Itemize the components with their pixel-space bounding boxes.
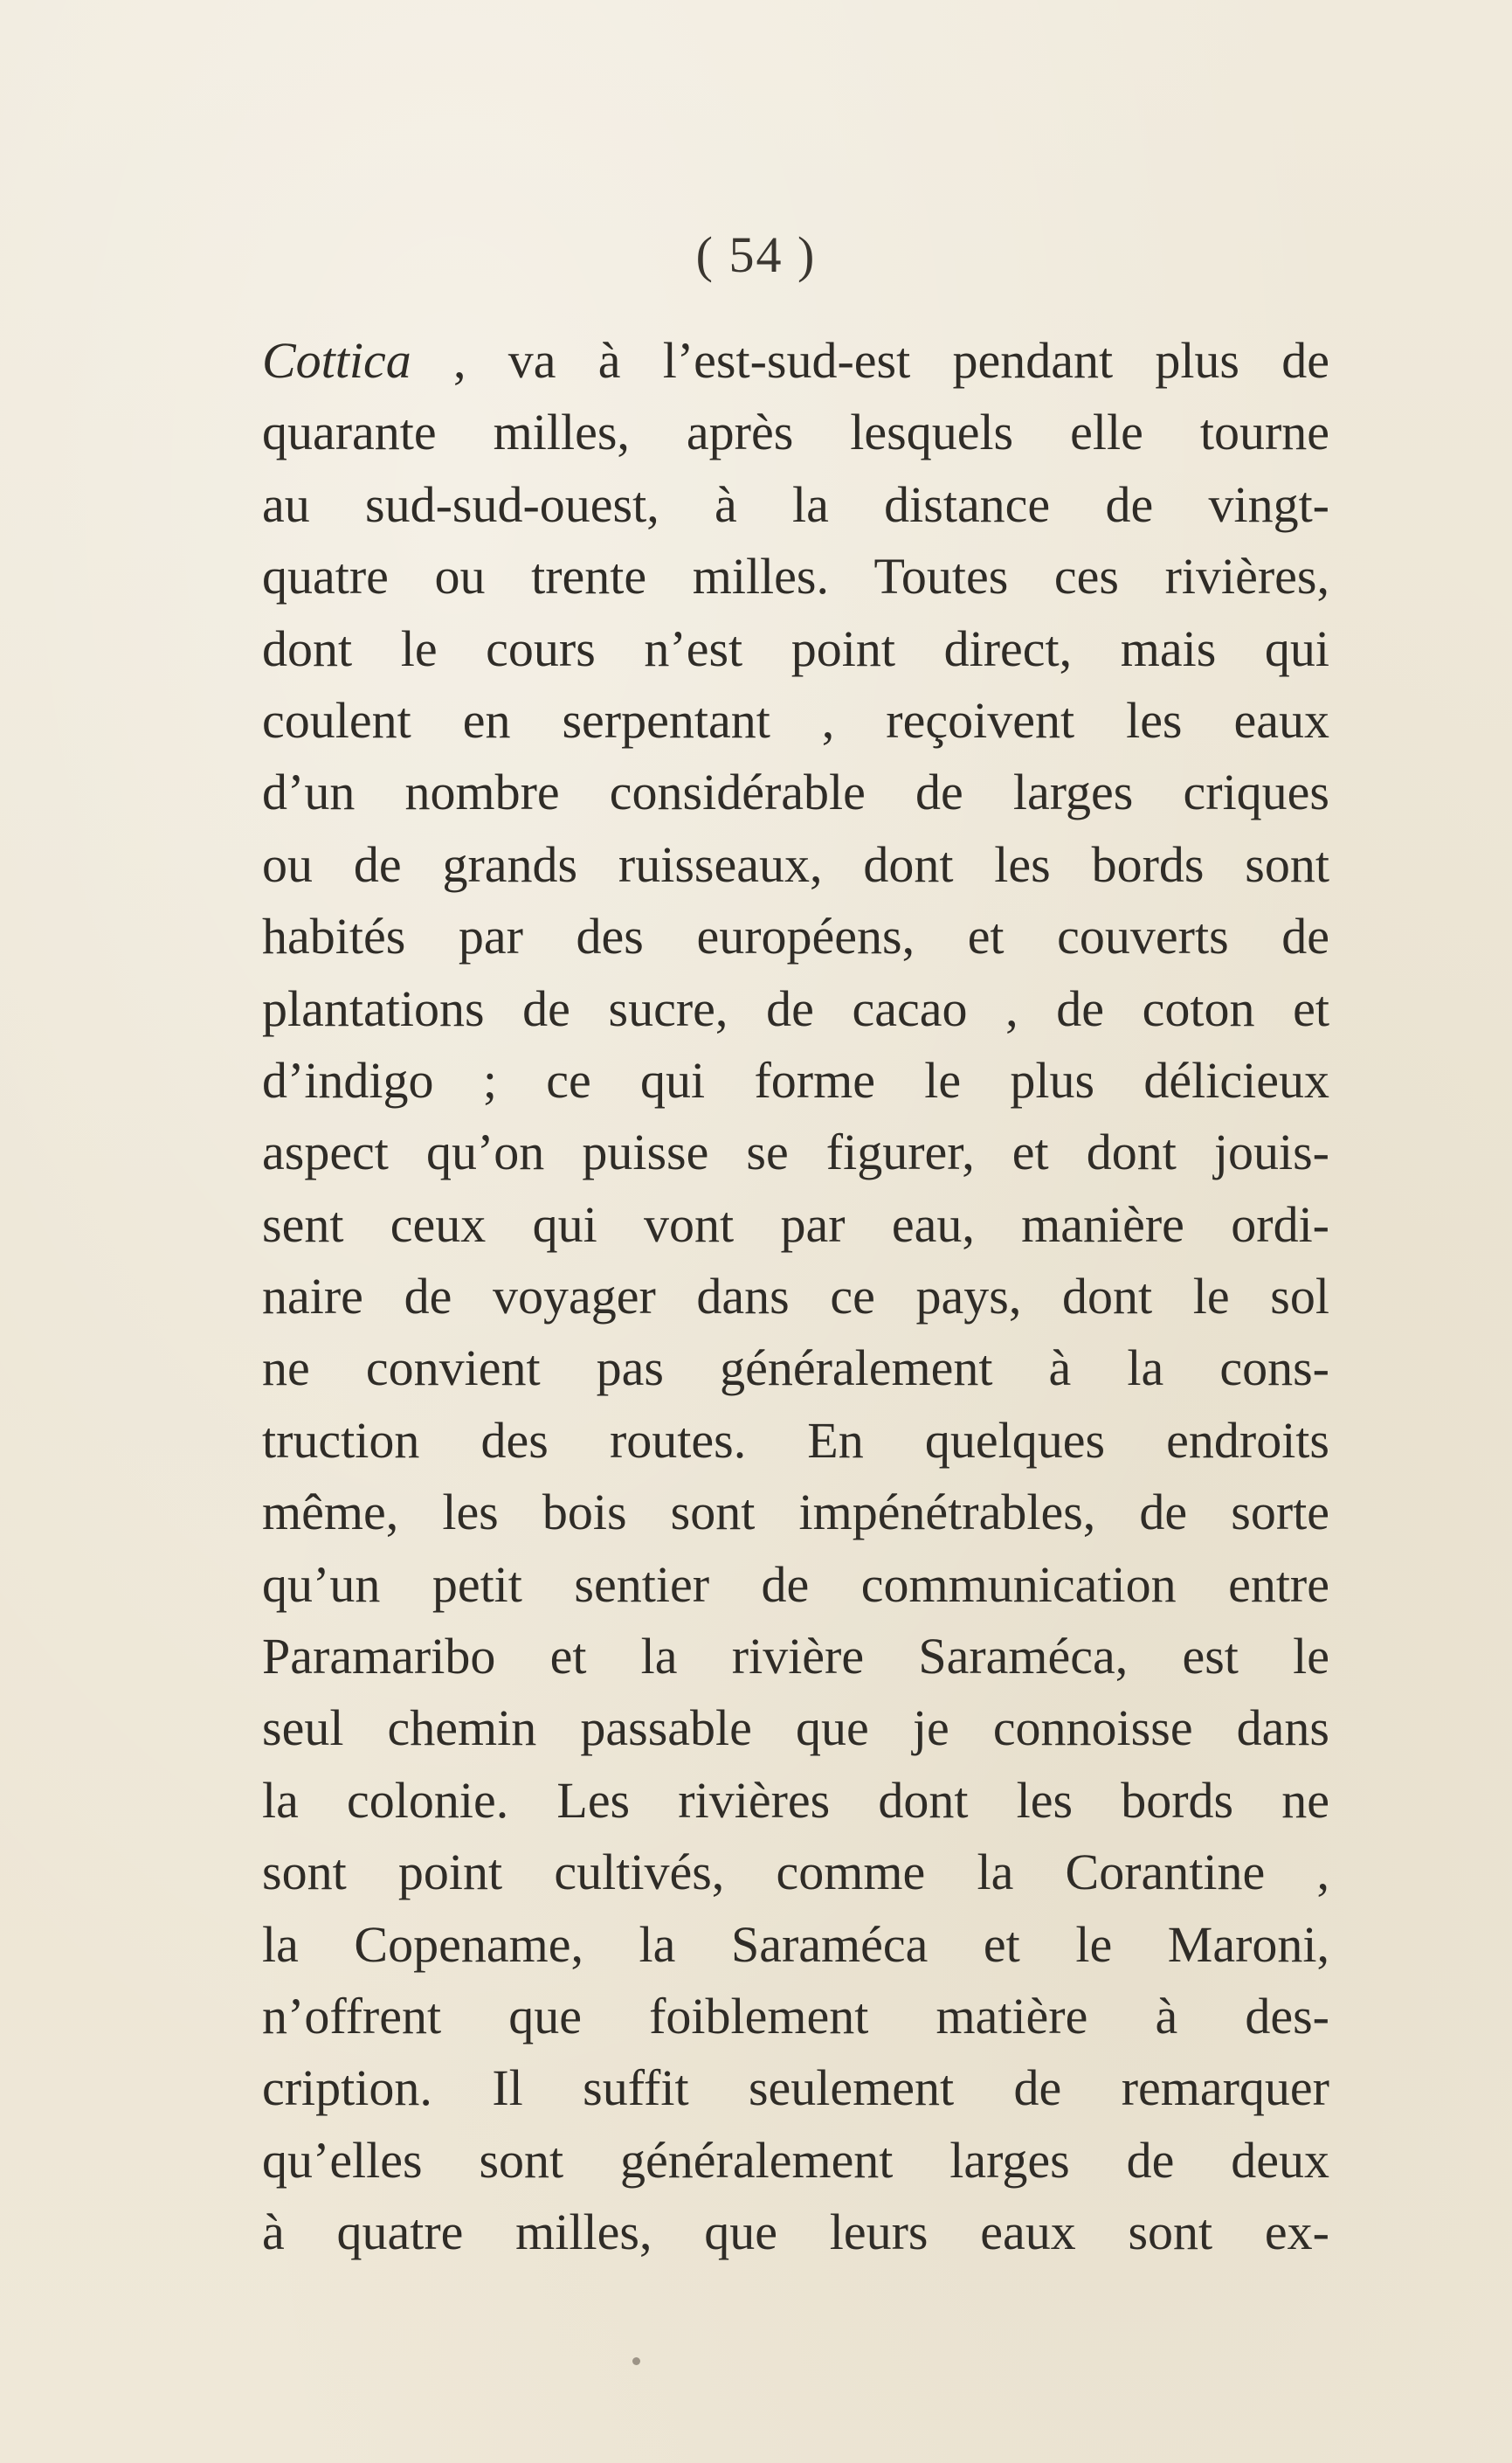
page-number: ( 54 )	[695, 226, 817, 283]
line-text: n’offrent que foiblement matière à des-	[262, 1987, 1329, 2044]
italic-word: Cottica	[262, 332, 411, 389]
line-text: ou de grands ruisseaux, dont les bords sont	[262, 835, 1329, 893]
text-line	[262, 757, 1329, 828]
line-text: la Copename, la Saraméca et le Maroni,	[262, 1915, 1329, 1973]
text-line	[262, 973, 1329, 1045]
line-text: au sud-sud-ouest, à la distance de vingt-	[262, 475, 1329, 533]
line-text: habités par des européens, et couverts de	[262, 908, 1329, 965]
text-line	[262, 541, 1329, 612]
line-text: truction des routes. En quelques endroits	[262, 1411, 1329, 1469]
text-line	[262, 613, 1329, 685]
text-line	[262, 2052, 1329, 2124]
text-line	[262, 469, 1329, 541]
text-line	[262, 1189, 1329, 1261]
text-line	[262, 1621, 1329, 1692]
text-line	[262, 1837, 1329, 1908]
text-line	[262, 397, 1329, 468]
ink-speck	[632, 2357, 640, 2365]
text-line	[262, 1405, 1329, 1477]
line-text: plantations de sucre, de cacao , de coton et	[262, 979, 1329, 1037]
line-text: sont point cultivés, comme la Corantine ,	[262, 1844, 1329, 1901]
line-text: qu’un petit sentier de communication entre	[262, 1555, 1329, 1613]
line-text: ne convient pas généralement à la cons-	[262, 1339, 1329, 1397]
body-text	[262, 325, 1329, 2269]
text-line	[262, 1117, 1329, 1188]
line-text: , va à l’est-sud-est pendant plus de	[411, 332, 1329, 389]
line-text: Paramaribo et la rivière Saraméca, est le	[262, 1628, 1329, 1685]
text-line	[262, 901, 1329, 972]
text-line	[262, 1045, 1329, 1117]
text-line	[262, 1549, 1329, 1621]
line-text: seul chemin passable que je connoisse dans	[262, 1699, 1329, 1757]
line-text: d’un nombre considérable de larges criques	[262, 764, 1329, 821]
text-line	[262, 1332, 1329, 1404]
line-text: quatre ou trente milles. Toutes ces rivières,	[262, 548, 1329, 605]
text-line	[262, 2125, 1329, 2197]
line-text: dont le cours n’est point direct, mais qui	[262, 619, 1329, 677]
line-text: à quatre milles, que leurs eaux sont ex-	[262, 2204, 1329, 2261]
text-line	[262, 1909, 1329, 1981]
text-line	[262, 1765, 1329, 1837]
text-line	[262, 325, 1329, 397]
line-text: aspect qu’on puisse se figurer, et dont jouis-	[262, 1124, 1329, 1181]
text-line	[262, 1477, 1329, 1548]
line-text: qu’elles sont généralement larges de deux	[262, 2131, 1329, 2189]
line-text: naire de voyager dans ce pays, dont le sol	[262, 1268, 1329, 1325]
text-line	[262, 1981, 1329, 2052]
line-text: sent ceux qui vont par eau, manière ordi-	[262, 1195, 1329, 1253]
line-text: la colonie. Les rivières dont les bords ne	[262, 1771, 1329, 1829]
text-line	[262, 1261, 1329, 1332]
line-text: coulent en serpentant , reçoivent les eaux	[262, 691, 1329, 749]
text-line	[262, 829, 1329, 901]
line-text: cription. Il suffit seulement de remarquer	[262, 2059, 1329, 2117]
line-text: même, les bois sont impénétrables, de sorte	[262, 1484, 1329, 1541]
line-text: d’indigo ; ce qui forme le plus délicieux	[262, 1051, 1329, 1109]
text-line	[262, 1692, 1329, 1764]
text-line	[262, 685, 1329, 757]
line-text: quarante milles, après lesquels elle tourne	[262, 404, 1329, 461]
text-line	[262, 2197, 1329, 2268]
